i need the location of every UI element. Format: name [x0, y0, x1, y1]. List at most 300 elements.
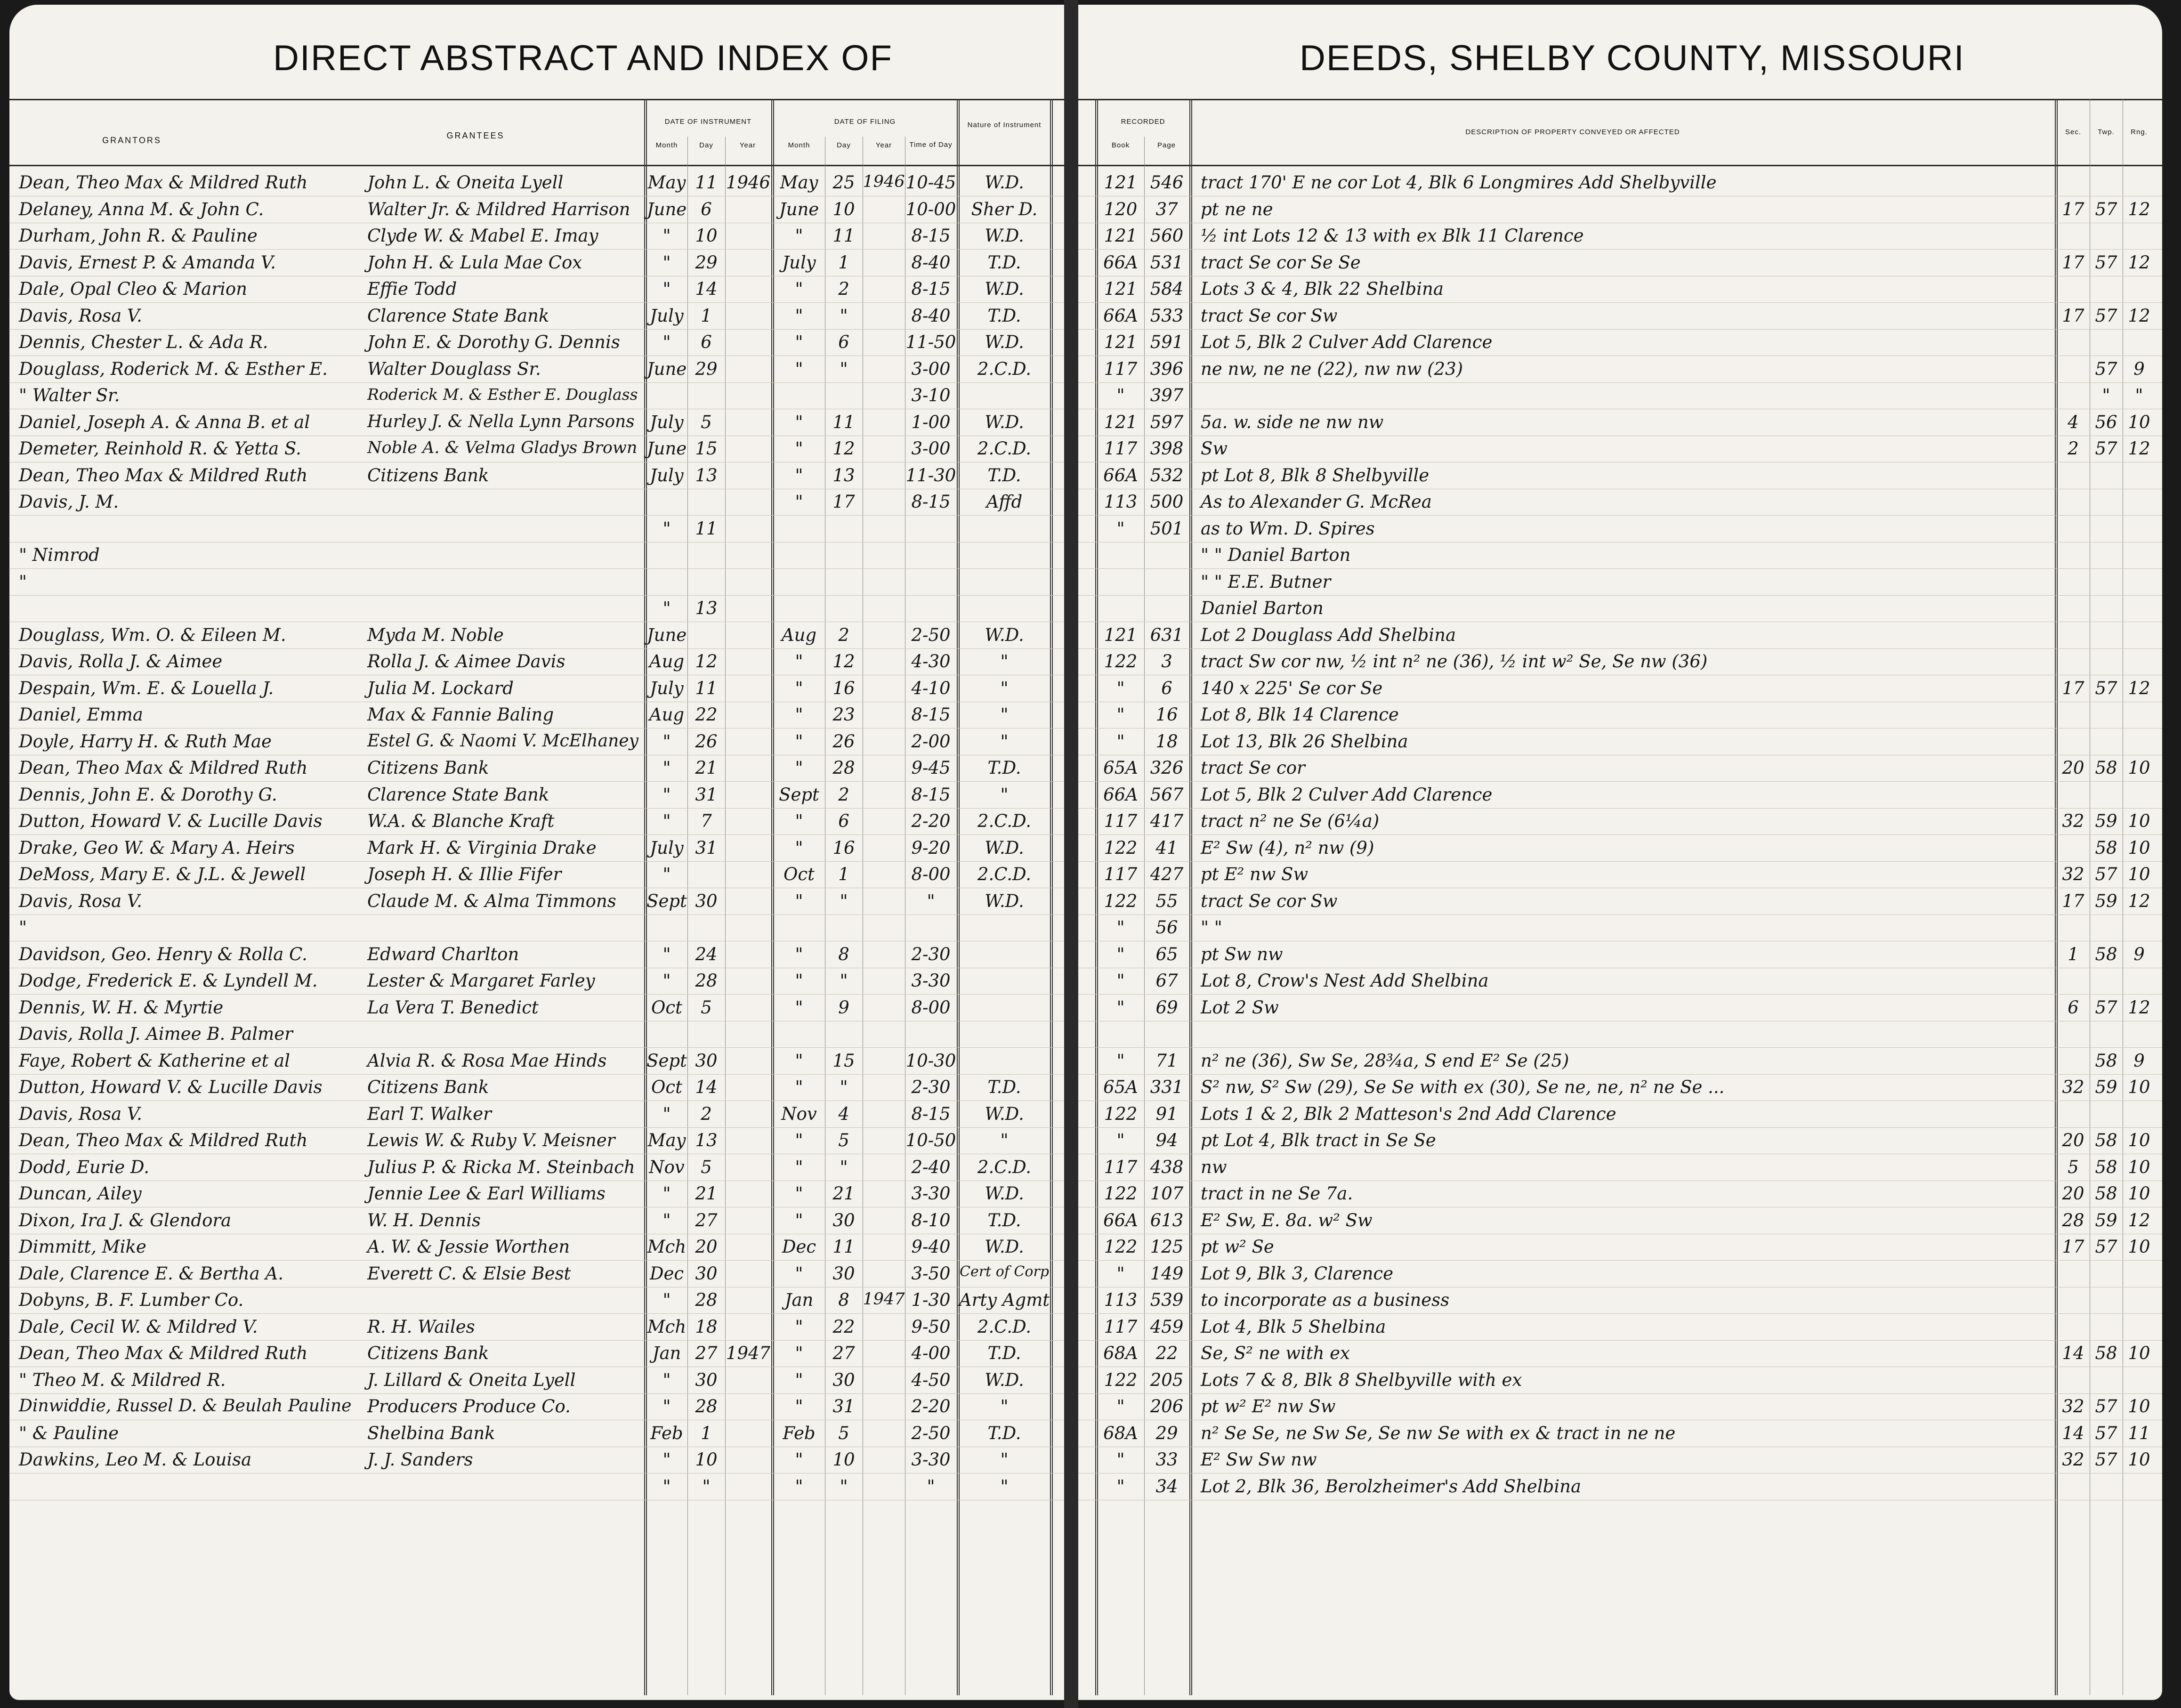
cell-twp: 57 [2095, 358, 2117, 379]
left-ledger-row [9, 542, 1064, 569]
cell-im: Aug [649, 651, 685, 672]
cell-page: 531 [1150, 252, 1184, 273]
cell-book: 66A [1103, 465, 1138, 486]
cell-twp: 57 [2095, 997, 2117, 1018]
cell-fm: " [795, 837, 803, 858]
cell-grantor: " Nimrod [19, 545, 100, 565]
cell-grantee: J. Lillard & Oneita Lyell [367, 1369, 576, 1390]
cell-nature: Affd [986, 492, 1023, 512]
cell-grantee: Clarence State Bank [367, 784, 549, 805]
cell-grantor: Dennis, Chester L. & Ada R. [19, 332, 268, 352]
cell-page: 326 [1150, 758, 1184, 778]
cell-desc: tract in ne Se 7a. [1201, 1183, 1353, 1204]
right-ledger-row [1078, 1420, 2162, 1447]
left-ledger-row [9, 303, 1064, 330]
left-ledger-row [9, 1314, 1064, 1341]
right-ledger-row [1078, 1314, 2162, 1341]
cell-im: " [662, 811, 671, 831]
left-ledger-row [9, 569, 1064, 596]
cell-nature: W.D. [985, 1103, 1024, 1124]
cell-grantee: Julia M. Lockard [367, 678, 514, 698]
cell-sec: 4 [2068, 412, 2079, 432]
cell-fd: 16 [832, 837, 855, 858]
cell-grantor: " & Pauline [19, 1423, 119, 1443]
right-ledger-row [1078, 1261, 2162, 1287]
cell-sec: 28 [2062, 1210, 2084, 1230]
cell-rng: 12 [2128, 1210, 2150, 1230]
cell-grantee: Clarence State Bank [367, 305, 549, 326]
cell-page: 438 [1150, 1157, 1184, 1177]
cell-im: " [662, 784, 671, 805]
cell-grantor: Dennis, W. H. & Myrtie [19, 997, 224, 1018]
cell-im: " [662, 1449, 671, 1470]
left-ledger-row [9, 329, 1064, 356]
cell-desc: nw [1201, 1157, 1227, 1177]
left-ledger-row [9, 1234, 1064, 1261]
cell-nature: T.D. [987, 465, 1021, 486]
cell-id: 5 [701, 1157, 712, 1177]
left-ledger-row [9, 995, 1064, 1021]
cell-book: 113 [1104, 492, 1138, 512]
left-ledger-row [9, 489, 1064, 516]
cell-desc: Lot 4, Blk 5 Shelbina [1201, 1316, 1386, 1337]
cell-book: " [1116, 1130, 1125, 1150]
cell-id: 28 [695, 1396, 718, 1417]
left-ledger-row [9, 595, 1064, 622]
inst-year-header: Year [739, 141, 756, 149]
cell-page: 396 [1150, 358, 1184, 379]
cell-grantor: Durham, John R. & Pauline [19, 226, 258, 246]
right-ledger-row [1078, 861, 2162, 888]
cell-iy: 1947 [726, 1343, 771, 1363]
cell-desc: Lot 8, Crow's Nest Add Shelbina [1201, 971, 1489, 991]
cell-rng: 12 [2128, 438, 2150, 459]
cell-time: " [927, 1476, 935, 1497]
cell-time: 8-15 [911, 279, 951, 299]
cell-desc: 140 x 225' Se cor Se [1201, 678, 1383, 698]
cell-im: July [650, 837, 684, 858]
cell-nature: 2.C.D. [977, 358, 1032, 379]
cell-im: Jan [652, 1343, 681, 1363]
cell-im: " [662, 731, 671, 752]
left-ledger-row [9, 1367, 1064, 1394]
cell-im: " [662, 1369, 671, 1390]
right-ledger-row [1078, 729, 2162, 755]
cell-time: 3-30 [911, 1449, 951, 1470]
cell-sec: 32 [2062, 1396, 2084, 1417]
cell-desc: Lot 5, Blk 2 Culver Add Clarence [1201, 784, 1493, 805]
cell-rng: 12 [2128, 305, 2150, 326]
header-top-rule [9, 99, 1064, 100]
cell-book: 117 [1104, 811, 1138, 831]
left-ledger-row [9, 729, 1064, 755]
cell-im: Sept [646, 890, 687, 911]
cell-im: June [646, 358, 687, 379]
cell-book: " [1116, 971, 1125, 991]
cell-nature: T.D. [987, 1423, 1021, 1443]
cell-rng: 10 [2128, 1449, 2150, 1470]
cell-id: 31 [695, 837, 718, 858]
cell-fd: 12 [832, 651, 855, 672]
cell-book: 66A [1103, 1210, 1138, 1230]
left-ledger-row [9, 1181, 1064, 1207]
cell-fd: 30 [832, 1369, 855, 1390]
cell-desc: pt Sw nw [1201, 944, 1283, 964]
cell-id: 12 [695, 651, 718, 672]
cell-nature: T.D. [987, 1343, 1021, 1363]
right-ledger-row [1078, 223, 2162, 250]
cell-time: 1-30 [911, 1290, 951, 1310]
right-ledger-row [1078, 436, 2162, 462]
cell-twp: 59 [2095, 890, 2117, 911]
cell-grantor: Davis, Rolla J. & Aimee [19, 651, 223, 672]
cell-id: 27 [695, 1343, 718, 1363]
cell-desc: tract Se cor Sw [1201, 890, 1338, 911]
cell-book: 121 [1104, 226, 1138, 246]
cell-nature: Arty Agmt [959, 1290, 1050, 1310]
cell-twp: 56 [2095, 412, 2117, 432]
right-ledger-row [1078, 782, 2162, 809]
cell-twp: 57 [2095, 252, 2117, 273]
right-ledger-row [1078, 995, 2162, 1021]
cell-time: 8-00 [911, 997, 951, 1018]
cell-id: 22 [695, 704, 718, 725]
sec-header: Sec. [2065, 128, 2081, 136]
cell-page: 22 [1155, 1343, 1178, 1363]
cell-grantee: John L. & Oneita Lyell [367, 172, 564, 193]
cell-fm: " [795, 1263, 803, 1284]
cell-twp: 58 [2095, 758, 2117, 778]
cell-im: May [647, 172, 686, 193]
cell-grantor: Davis, J. M. [19, 492, 119, 512]
cell-book: 117 [1104, 358, 1138, 379]
cell-fm: " [795, 651, 803, 672]
cell-rng: 10 [2128, 1396, 2150, 1417]
cell-iy: 1946 [726, 172, 771, 193]
cell-desc: pt E² nw Sw [1201, 864, 1309, 884]
cell-sec: 14 [2062, 1423, 2084, 1443]
cell-id: 21 [695, 1183, 718, 1204]
cell-id: 28 [695, 1290, 718, 1310]
cell-page: 533 [1150, 305, 1184, 326]
right-ledger-row [1078, 888, 2162, 915]
cell-fd: 5 [838, 1423, 849, 1443]
cell-fm: " [795, 731, 803, 752]
cell-page: 69 [1155, 997, 1178, 1018]
ledger-book [9, 0, 2172, 1708]
cell-time: 10-45 [905, 172, 956, 193]
cell-grantee: J. J. Sanders [367, 1449, 473, 1470]
cell-im: July [650, 305, 684, 326]
cell-id: 11 [695, 678, 718, 698]
cell-book: 66A [1103, 784, 1138, 805]
cell-nature: " [1000, 1130, 1009, 1150]
cell-id: 26 [695, 731, 718, 752]
cell-page: 18 [1155, 731, 1178, 752]
right-ledger-row [1078, 702, 2162, 729]
cell-grantee: Alvia R. & Rosa Mae Hinds [367, 1050, 607, 1071]
cell-grantor: Davis, Rolla J. Aimee B. Palmer [19, 1024, 293, 1044]
cell-time: 3-30 [911, 1183, 951, 1204]
cell-book: " [1116, 1476, 1125, 1497]
header-bottom-rule [1078, 165, 2162, 166]
cell-fd: 30 [832, 1263, 855, 1284]
left-ledger-row [9, 1473, 1064, 1500]
cell-page: 16 [1155, 704, 1178, 725]
cell-book: 113 [1104, 1290, 1138, 1310]
cell-grantee: Producers Produce Co. [367, 1396, 571, 1417]
left-ledger-row [9, 968, 1064, 995]
cell-nature: " [1000, 784, 1009, 805]
cell-book: 121 [1104, 279, 1138, 299]
cell-sec: 17 [2062, 890, 2084, 911]
left-ledger-row [9, 755, 1064, 782]
cell-book: " [1116, 678, 1125, 698]
right-ledger-row [1078, 808, 2162, 835]
cell-grantee: John H. & Lula Mae Cox [367, 252, 582, 273]
cell-fm: May [780, 172, 818, 193]
cell-im: " [662, 1183, 671, 1204]
cell-nature: 2.C.D. [977, 1316, 1032, 1337]
cell-grantor: " Walter Sr. [19, 385, 120, 405]
cell-id: 10 [695, 226, 718, 246]
cell-im: Aug [649, 704, 685, 725]
cell-time: 8-40 [911, 305, 951, 326]
cell-id: 5 [701, 412, 712, 432]
cell-grantor: Drake, Geo W. & Mary A. Heirs [19, 837, 295, 858]
cell-book: " [1116, 1050, 1125, 1071]
cell-grantor: " Theo M. & Mildred R. [19, 1369, 226, 1390]
cell-im: " [662, 1396, 671, 1417]
cell-twp: 59 [2095, 811, 2117, 831]
left-ledger-row [9, 170, 1064, 196]
cell-grantor: Dutton, Howard V. & Lucille Davis [19, 1077, 323, 1097]
cell-page: 567 [1150, 784, 1184, 805]
cell-fm: " [795, 358, 803, 379]
cell-fm: " [795, 1050, 803, 1071]
cell-sec: 32 [2062, 864, 2084, 884]
cell-time: 8-15 [911, 704, 951, 725]
cell-fm: " [795, 332, 803, 352]
cell-nature: T.D. [987, 252, 1021, 273]
cell-id: 30 [695, 1263, 718, 1284]
cell-fd: " [840, 1077, 848, 1097]
cell-page: 71 [1155, 1050, 1178, 1071]
cell-grantee: Lewis W. & Ruby V. Meisner [367, 1130, 615, 1150]
cell-grantee: Max & Fannie Baling [367, 704, 554, 725]
cell-fd: 2 [838, 279, 849, 299]
cell-grantor: Dale, Cecil W. & Mildred V. [19, 1316, 258, 1337]
cell-fm: " [795, 1316, 803, 1337]
cell-fm: June [779, 199, 819, 219]
left-ledger-row [9, 196, 1064, 223]
cell-book: 68A [1103, 1343, 1138, 1363]
cell-id: 29 [695, 358, 718, 379]
cell-rng: 9 [2133, 1050, 2145, 1071]
cell-desc: As to Alexander G. McRea [1201, 492, 1432, 512]
cell-grantee: W. H. Dennis [367, 1210, 481, 1230]
cell-page: 125 [1150, 1237, 1184, 1257]
cell-fd: 13 [832, 465, 855, 486]
cell-desc: tract 170' E ne cor Lot 4, Blk 6 Longmires Add Shelbyville [1201, 172, 1717, 193]
cell-page: 597 [1150, 412, 1184, 432]
cell-grantee: Estel G. & Naomi V. McElhaney [367, 731, 638, 751]
cell-twp: 57 [2095, 438, 2117, 459]
cell-desc: ne nw, ne ne (22), nw nw (23) [1201, 358, 1463, 379]
cell-grantor: Dean, Theo Max & Mildred Ruth [19, 465, 308, 486]
cell-grantee: Walter Jr. & Mildred Harrison [367, 199, 630, 219]
cell-sec: 17 [2062, 305, 2084, 326]
cell-time: 2-20 [911, 811, 951, 831]
cell-fy: 1946 [863, 172, 905, 191]
cell-desc: Daniel Barton [1201, 598, 1324, 618]
cell-fd: " [840, 305, 848, 326]
cell-grantee: La Vera T. Benedict [367, 997, 539, 1018]
right-ledger-row [1078, 622, 2162, 649]
cell-fm: " [795, 678, 803, 698]
cell-fd: 30 [832, 1210, 855, 1230]
cell-fd: 15 [832, 1050, 855, 1071]
cell-twp: 57 [2095, 1423, 2117, 1443]
cell-fy: 1947 [863, 1290, 905, 1309]
cell-time: 8-15 [911, 784, 951, 805]
cell-rng: 10 [2128, 1237, 2150, 1257]
cell-time: " [927, 890, 935, 911]
right-ledger-row [1078, 356, 2162, 383]
cell-im: June [646, 438, 687, 459]
cell-desc: S² nw, S² Sw (29), Se Se with ex (30), Se ne, ne, n² ne Se ... [1201, 1077, 1725, 1097]
cell-book: " [1116, 385, 1125, 405]
cell-fd: 4 [838, 1103, 849, 1124]
cell-grantor: Doyle, Harry H. & Ruth Mae [19, 731, 272, 752]
cell-im: June [646, 199, 687, 219]
cell-book: 122 [1104, 1103, 1138, 1124]
cell-twp: 58 [2095, 1157, 2117, 1177]
cell-rng: 10 [2128, 1077, 2150, 1097]
nature-header: Nature of Instrument [967, 121, 1042, 129]
cell-fd: " [840, 890, 848, 911]
cell-twp: 59 [2095, 1210, 2117, 1230]
cell-desc: pt w² Se [1201, 1237, 1274, 1257]
cell-id: 10 [695, 1449, 718, 1470]
cell-time: 9-40 [911, 1237, 951, 1257]
cell-im: June [646, 624, 687, 645]
cell-im: " [662, 864, 671, 884]
cell-time: 2-40 [911, 1157, 951, 1177]
cell-grantor: Dutton, Howard V. & Lucille Davis [19, 811, 323, 831]
cell-grantor: Davis, Rosa V. [19, 305, 142, 326]
cell-fm: Dec [782, 1237, 816, 1257]
cell-grantee: Walter Douglass Sr. [367, 358, 541, 379]
cell-desc: Lot 13, Blk 26 Shelbina [1201, 731, 1408, 752]
cell-nature: W.D. [985, 226, 1024, 246]
cell-id: 27 [695, 1210, 718, 1230]
left-ledger-row [9, 516, 1064, 542]
cell-grantor: DeMoss, Mary E. & J.L. & Jewell [19, 864, 306, 884]
cell-rng: 12 [2128, 678, 2150, 698]
right-ledger-row [1078, 1048, 2162, 1075]
cell-desc: Lot 5, Blk 2 Culver Add Clarence [1201, 332, 1493, 352]
cell-im: Mch [647, 1316, 687, 1337]
left-ledger-row [9, 1127, 1064, 1154]
cell-grantor: Faye, Robert & Katherine et al [19, 1050, 290, 1071]
cell-book: " [1116, 731, 1125, 752]
cell-time: 11-30 [905, 465, 956, 486]
cell-time: 8-15 [911, 492, 951, 512]
cell-fm: Sept [779, 784, 819, 805]
cell-grantor: Dean, Theo Max & Mildred Ruth [19, 172, 308, 193]
left-ledger-row [9, 382, 1064, 409]
cell-fd: 11 [832, 412, 855, 432]
cell-id: 14 [695, 279, 718, 299]
right-ledger-row [1078, 170, 2162, 196]
cell-id: 7 [701, 811, 712, 831]
cell-id: 30 [695, 1050, 718, 1071]
inst-month-header: Month [655, 141, 678, 149]
cell-fm: " [795, 492, 803, 512]
cell-fd: 31 [832, 1396, 855, 1417]
cell-sec: 32 [2062, 811, 2084, 831]
cell-fm: July [782, 252, 816, 273]
cell-fd: 1 [838, 864, 849, 884]
cell-id: 13 [695, 465, 718, 486]
cell-fm: " [795, 890, 803, 911]
left-page [9, 5, 1064, 1700]
cell-grantee: Citizens Bank [367, 465, 489, 486]
cell-grantee: Noble A. & Velma Gladys Brown [367, 438, 638, 457]
cell-fd: 10 [832, 199, 855, 219]
cell-nature: T.D. [987, 1210, 1021, 1230]
description-header: DESCRIPTION OF PROPERTY CONVEYED OR AFFECTED [1465, 128, 1680, 136]
cell-page: 91 [1155, 1103, 1178, 1124]
left-ledger-row [9, 1287, 1064, 1314]
cell-fd: 6 [838, 332, 849, 352]
cell-grantee: Citizens Bank [367, 1077, 489, 1097]
right-ledger-row [1078, 489, 2162, 516]
right-ledger-row [1078, 1101, 2162, 1128]
cell-grantor: Davis, Ernest P. & Amanda V. [19, 252, 276, 273]
right-ledger-row [1078, 968, 2162, 995]
cell-time: 3-10 [911, 385, 951, 405]
cell-book: " [1116, 704, 1125, 725]
recorded-header: RECORDED [1121, 118, 1165, 126]
cell-im: " [662, 758, 671, 778]
cell-im: May [647, 1130, 686, 1150]
cell-page: 591 [1150, 332, 1184, 352]
cell-nature: 2.C.D. [977, 1157, 1032, 1177]
cell-sec: 1 [2068, 944, 2079, 964]
cell-rng: 10 [2128, 1130, 2150, 1150]
cell-time: 2-20 [911, 1396, 951, 1417]
right-ledger-row [1078, 595, 2162, 622]
cell-desc: pt w² E² nw Sw [1201, 1396, 1336, 1417]
cell-grantee: Jennie Lee & Earl Williams [367, 1183, 606, 1204]
cell-fd: 26 [832, 731, 855, 752]
cell-fd: 12 [832, 438, 855, 459]
cell-sec: 17 [2062, 678, 2084, 698]
cell-id: 2 [701, 1103, 712, 1124]
left-ledger-row [9, 702, 1064, 729]
cell-nature: 2.C.D. [977, 438, 1032, 459]
grantors-header: GRANTORS [102, 136, 162, 145]
right-ledger-row [1078, 1207, 2162, 1234]
cell-fm: " [795, 279, 803, 299]
date-filing-header: DATE OF FILING [834, 118, 896, 126]
cell-grantor: Dean, Theo Max & Mildred Ruth [19, 758, 308, 778]
cell-desc: 5a. w. side ne nw nw [1201, 412, 1384, 432]
cell-im: " [662, 971, 671, 991]
cell-grantor: Dale, Opal Cleo & Marion [19, 279, 247, 299]
